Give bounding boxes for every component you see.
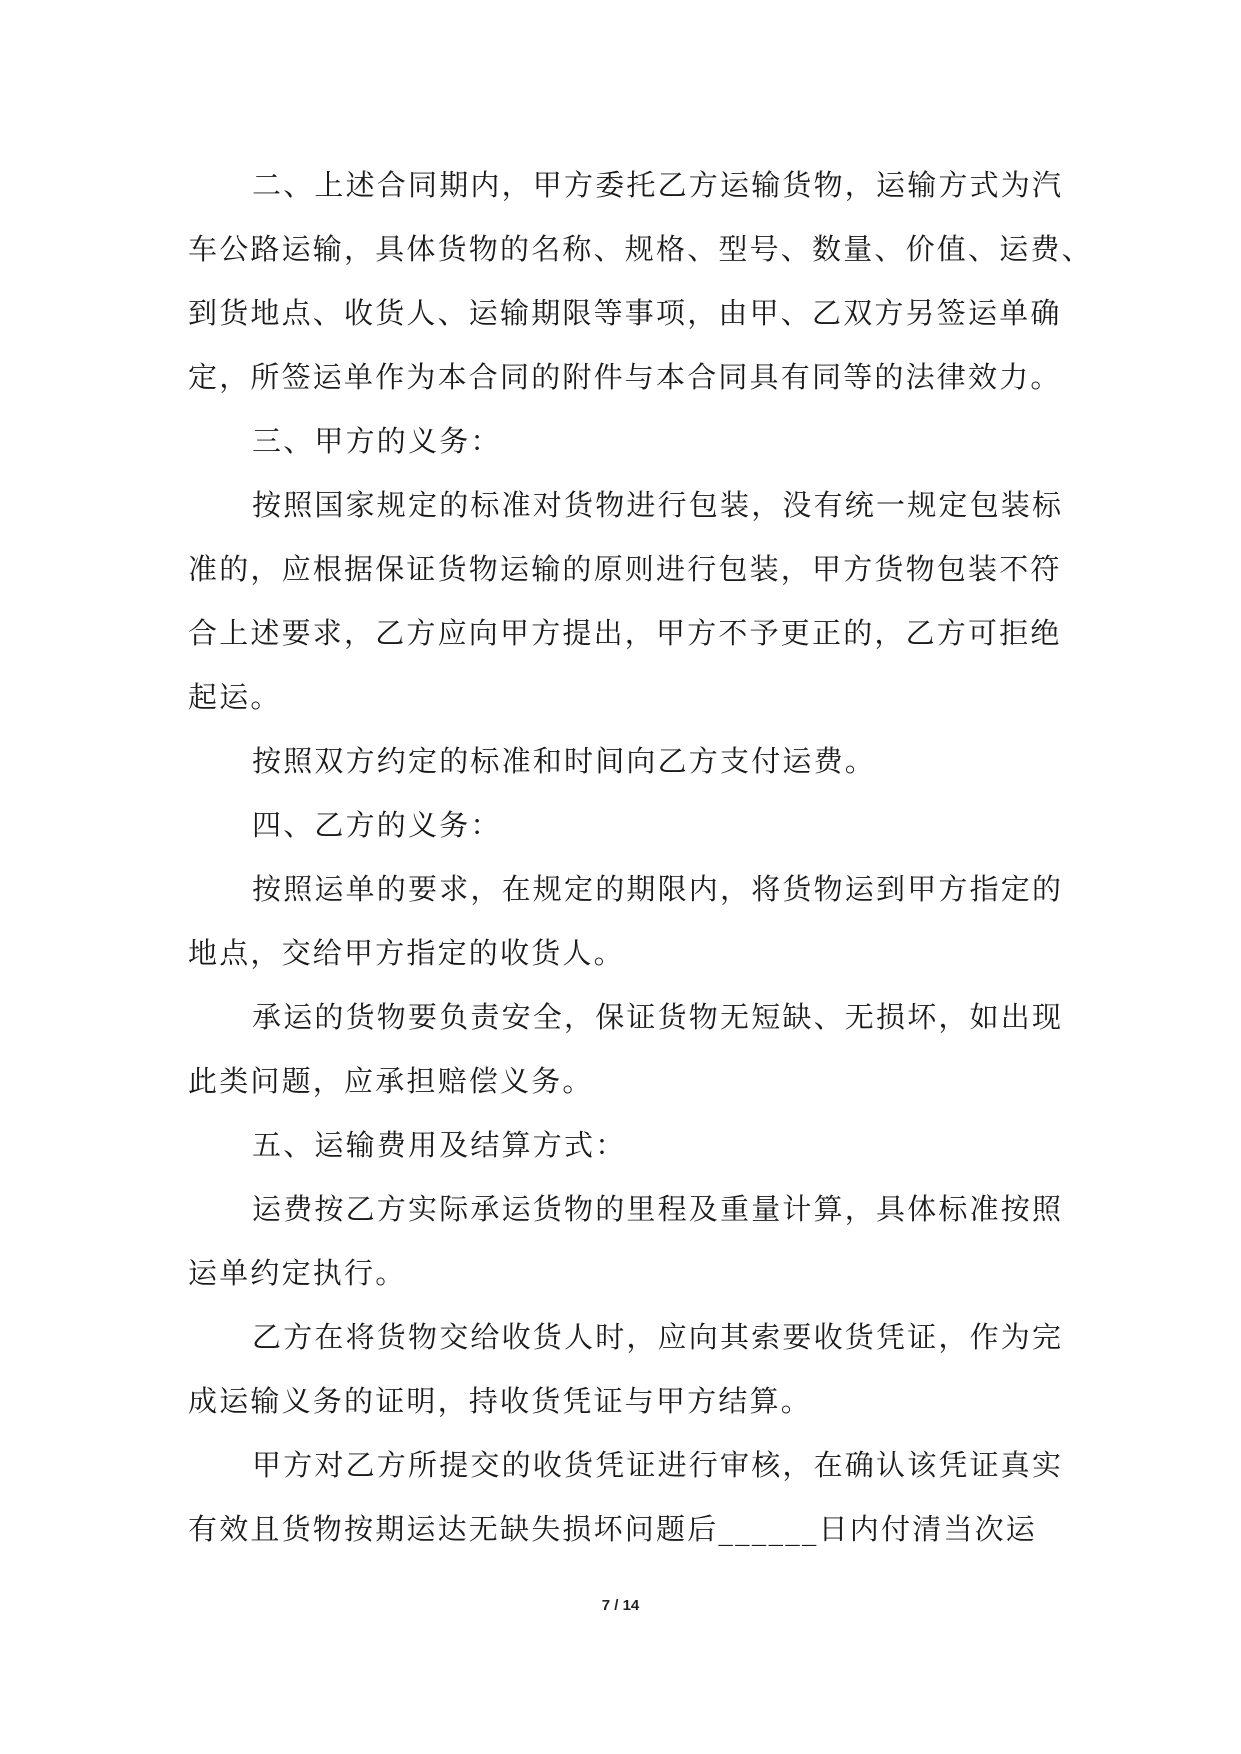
clause-4-heading: 四、乙方的义务： (252, 808, 502, 842)
clause-4-para-2-line-1: 承运的货物要负责安全，保证货物无短缺、无损坏，如出现 (252, 1000, 1064, 1034)
page-number: 7 / 14 (601, 1597, 640, 1614)
clause-3-para-1-line-3: 合上述要求，乙方应向甲方提出，甲方不予更正的，乙方可拒绝 (188, 616, 1062, 650)
clause-2-line-4: 定，所签运单作为本合同的附件与本合同具有同等的法律效力。 (188, 360, 1062, 394)
clause-4-para-2-line-2: 此类问题，应承担赔偿义务。 (188, 1064, 594, 1098)
clause-5-para-2-line-1: 乙方在将货物交给收货人时，应向其索要收货凭证，作为完 (252, 1320, 1064, 1354)
clause-5-para-1-line-1: 运费按乙方实际承运货物的里程及重量计算，具体标准按照 (252, 1192, 1064, 1226)
clause-4-para-1-line-1: 按照运单的要求，在规定的期限内，将货物运到甲方指定的 (252, 872, 1064, 906)
clause-3-para-1-line-2: 准的，应根据保证货物运输的原则进行包装，甲方货物包装不符 (188, 552, 1062, 586)
clause-2-line-3: 到货地点、收货人、运输期限等事项，由甲、乙双方另签运单确 (188, 296, 1062, 330)
clause-3-para-1-line-1: 按照国家规定的标准对货物进行包装，没有统一规定包装标 (252, 488, 1064, 522)
clause-2-line-1: 二、上述合同期内，甲方委托乙方运输货物，运输方式为汽 (252, 168, 1064, 202)
clause-5-para-3-line-1: 甲方对乙方所提交的收货凭证进行审核，在确认该凭证真实 (252, 1448, 1064, 1482)
clause-4-para-1-line-2: 地点，交给甲方指定的收货人。 (188, 936, 625, 970)
clause-5-para-2-line-2: 成运输义务的证明，持收货凭证与甲方结算。 (188, 1384, 813, 1418)
clause-2-line-2: 车公路运输，具体货物的名称、规格、型号、数量、价值、运费、 (188, 232, 1093, 266)
clause-5-para-1-line-2: 运单约定执行。 (188, 1256, 407, 1290)
clause-5-para-3-line-2: 有效且货物按期运达无缺失损坏问题后______日内付清当次运 (188, 1512, 1038, 1546)
clause-3-heading: 三、甲方的义务： (252, 424, 502, 458)
clause-3-para-2: 按照双方约定的标准和时间向乙方支付运费。 (252, 744, 877, 778)
clause-3-para-1-line-4: 起运。 (188, 680, 282, 714)
clause-5-heading: 五、运输费用及结算方式： (252, 1128, 627, 1162)
